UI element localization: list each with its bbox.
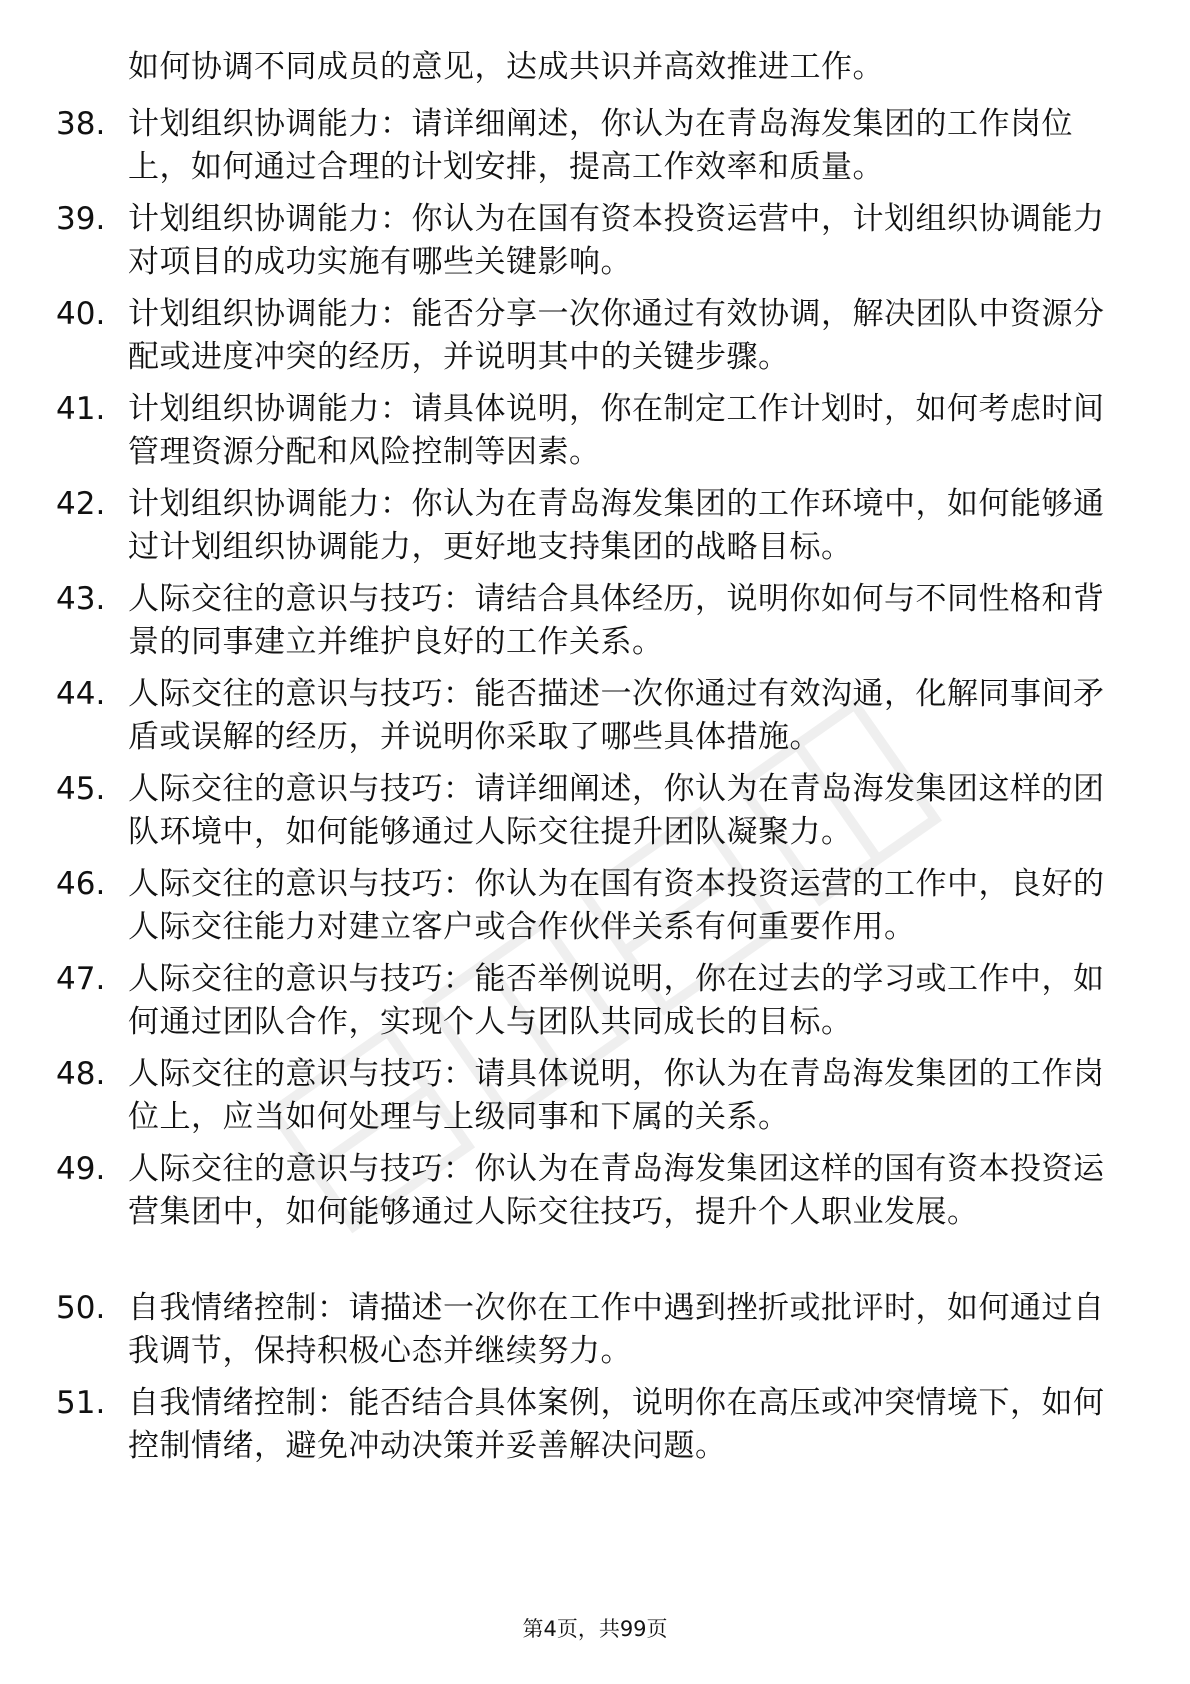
question-number: 48. xyxy=(56,1056,106,1092)
question-text: 计划组织协调能力：你认为在国有资本投资运营中，计划组织协调能力对项目的成功实施有哪些关键影响。 xyxy=(128,201,1105,280)
question-text: 人际交往的意识与技巧：你认为在青岛海发集团这样的国有资本投资运营集团中，如何能够通过人际交往技巧，提升个人职业发展。 xyxy=(128,1151,1105,1230)
question-text: 人际交往的意识与技巧：能否举例说明，你在过去的学习或工作中，如何通过团队合作，实现个人与团队共同成长的目标。 xyxy=(128,961,1105,1040)
question-number: 50. xyxy=(56,1290,106,1326)
question-text: 人际交往的意识与技巧：请详细阐述，你认为在青岛海发集团这样的团队环境中，如何能够通过人际交往提升团队凝聚力。 xyxy=(128,771,1105,850)
question-number: 40. xyxy=(56,296,106,332)
question-text: 人际交往的意识与技巧：你认为在国有资本投资运营的工作中，良好的人际交往能力对建立客户或合作伙伴关系有何重要作用。 xyxy=(128,866,1105,945)
question-number: 39. xyxy=(56,201,106,237)
question-number: 41. xyxy=(56,391,106,427)
question-number: 44. xyxy=(56,676,106,712)
question-text: 计划组织协调能力：请详细阐述，你认为在青岛海发集团的工作岗位上，如何通过合理的计划安排，提高工作效率和质量。 xyxy=(128,106,1073,185)
question-text: 计划组织协调能力：你认为在青岛海发集团的工作环境中，如何能够通过计划组织协调能力，更好地支持集团的战略目标。 xyxy=(128,486,1105,565)
page-footer: 第4页，共99页 xyxy=(522,1617,668,1641)
question-text: 自我情绪控制：请描述一次你在工作中遇到挫折或批评时，如何通过自我调节，保持积极心态并继续努力。 xyxy=(128,1290,1105,1369)
question-number: 42. xyxy=(56,486,106,522)
question-number: 49. xyxy=(56,1151,106,1187)
question-number: 47. xyxy=(56,961,106,997)
question-text: 人际交往的意识与技巧：请具体说明，你认为在青岛海发集团的工作岗位上，应当如何处理与上级同事和下属的关系。 xyxy=(128,1056,1105,1135)
question-text: 人际交往的意识与技巧：请结合具体经历，说明你如何与不同性格和背景的同事建立并维护良好的工作关系。 xyxy=(128,581,1105,660)
question-number: 51. xyxy=(56,1385,106,1421)
question-text: 人际交往的意识与技巧：能否描述一次你通过有效沟通，化解同事间矛盾或误解的经历，并说明你采取了哪些具体措施。 xyxy=(128,676,1105,755)
question-text: 计划组织协调能力：能否分享一次你通过有效协调，解决团队中资源分配或进度冲突的经历，并说明其中的关键步骤。 xyxy=(128,296,1105,375)
question-number: 43. xyxy=(56,581,106,617)
question-text: 自我情绪控制：能否结合具体案例，说明你在高压或冲突情境下，如何控制情绪，避免冲动决策并妥善解决问题。 xyxy=(128,1385,1105,1464)
continuation-text: 如何协调不同成员的意见，达成共识并高效推进工作。 xyxy=(128,49,884,85)
question-number: 38. xyxy=(56,106,106,142)
question-number: 45. xyxy=(56,771,106,807)
question-text: 计划组织协调能力：请具体说明，你在制定工作计划时，如何考虑时间管理资源分配和风险控制等因素。 xyxy=(128,391,1105,470)
question-number: 46. xyxy=(56,866,106,902)
